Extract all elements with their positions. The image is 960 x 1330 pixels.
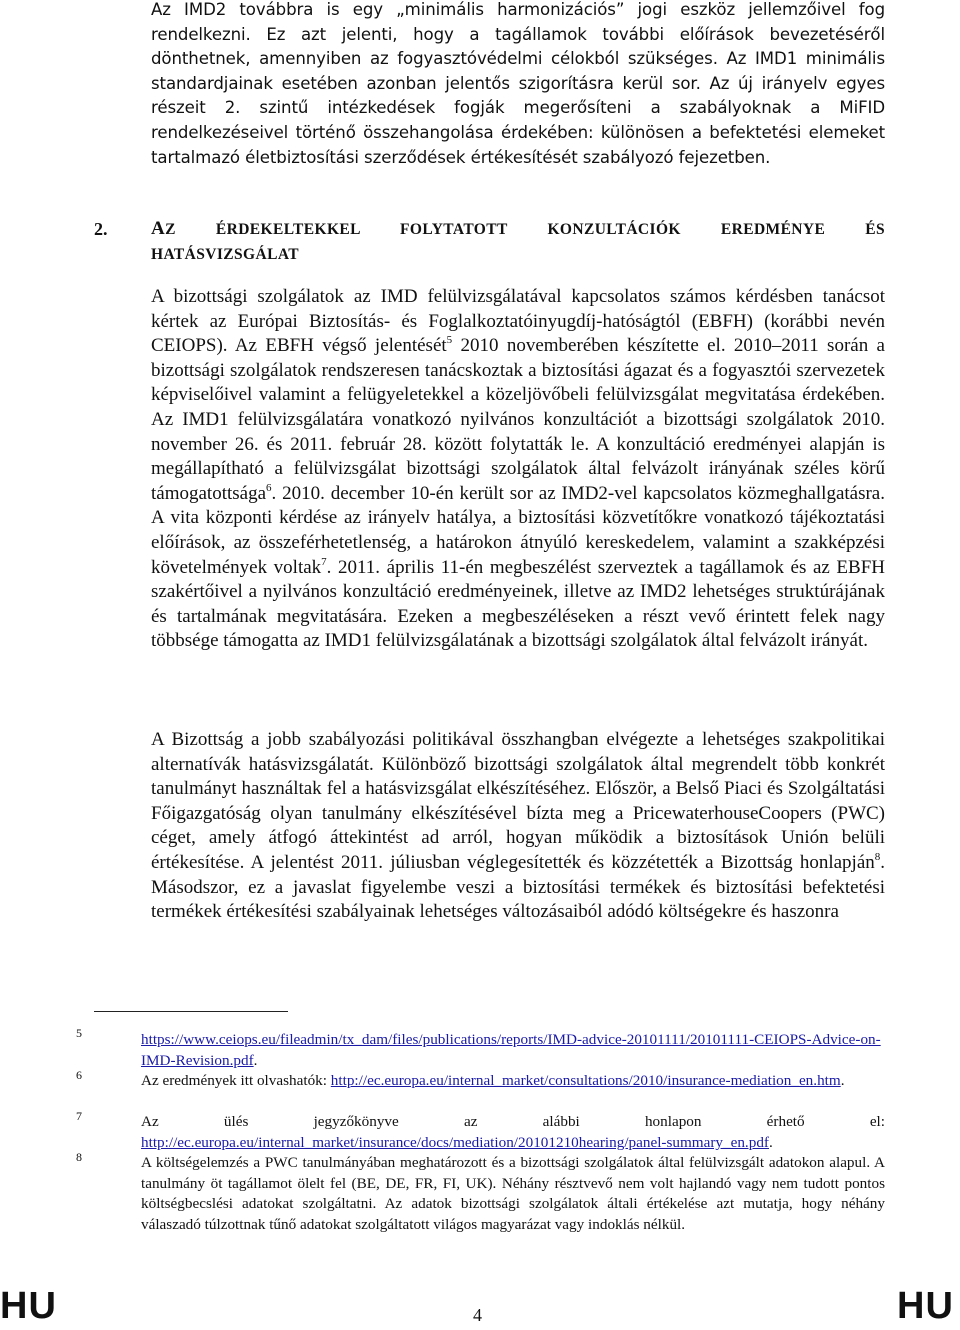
consultation-text-c: . 2010. december 10-én került sor az IMD2-vel kapcsolatos közmeghallgatásra. A vita központi kérdése az irányelv hatálya, a biztosítási közvetítőkre vonatkozó tájékoztatási előírások, az összeférhetetlenség, a határokon átnyúló kereskedelem, valamint a szakképzési követelmények voltak [151, 482, 885, 578]
impact-assessment-paragraph [151, 728, 885, 925]
section-number: 2. [94, 219, 108, 239]
footnote-5 [141, 1030, 885, 1071]
footnote-ref-8[interactable]: 8 [874, 850, 881, 863]
footnote-7 [141, 1133, 885, 1154]
footnote-number-7: 7 [76, 1109, 82, 1123]
section-title [151, 216, 885, 243]
footer-language-left: HU [0, 1285, 57, 1327]
intro-paragraph: Az IMD2 továbbra is egy „minimális harmonizációs” jogi eszköz jellemzőivel fog rendelkezni. Ez azt jelenti, hogy a tagállamok további előírások bevezetéséről dönthetnek, amennyiben az fogyasztóvédelmi célokból szükséges. Az IMD1 minimális standardjainak esetében azonban jelentős szigorításra kerül sor. Az új irányelv egyes részeit 2. szintű intézkedések fogják megerősíteni a szabályoknak a MiFID rendelkezéseivel történő összehangolása érdekében: különösen a befektetési elemeket tartalmazó életbiztosítási szerződések értékesítését szabályozó fejezetben. [151, 0, 885, 167]
impact-text-b: . Másodszor, ez a javaslat figyelembe veszi a biztosítási termékek és biztosítási befektetési termékek értékesítési szabályainak lehetséges változásaiból adódó költségekre és haszonra [151, 851, 885, 923]
footnote-number-5: 5 [76, 1026, 82, 1040]
footnote-6-text: Az eredmények itt olvashatók: [141, 1072, 331, 1089]
page-number: 4 [473, 1305, 482, 1325]
footnote-6-end: . [840, 1072, 845, 1089]
footnote-7-link[interactable]: http://ec.europa.eu/internal_market/insurance/docs/mediation/20101210hearing/panel-summary_en.pdf [141, 1134, 769, 1151]
footnote-number-8: 8 [76, 1150, 82, 1164]
footnote-separator [94, 1011, 288, 1012]
footnote-6 [141, 1071, 885, 1092]
footnote-8: A költségelemzés a PWC tanulmányában meghatározott és a bizottsági szolgálatok által felülvizsgált adatokon alapul. A tanulmány öt tagállamot ölelt fel (BE, DE, FR, FI, UK). Néhány résztvevő nem volt hajlandó vagy nem tudott pontos költségbecslési adatokat szolgáltatni. Az adatok bizottsági szolgálatok általi értékelése azt mutatja, hogy néhány válaszadó túlzottnak tűnő adatokat szolgáltatott világos magyarázat vagy indoklás nélkül. [141, 1154, 885, 1233]
consultation-text-d: . 2011. április 11-én megbeszélést szerveztek a tagállamok és az EBFH szakértőivel a nyilvános konzultáció eredményeinek, illetve az IMD2 lehetséges struktúrájának és tartalmának megvitatására. Ezeken a megbeszéléseken a részt vevő érintett felek nagy többsége támogatta az IMD1 felülvizsgálatának a bizottsági szolgálatok által felvázolt irányát. [151, 556, 885, 652]
consultation-text-a: A bizottsági szolgálatok az IMD felülvizsgálatával kapcsolatos számos kérdésben tanácsot kértek az Európai Biztosítás- és Foglalkoztatóinyugdíj-hatóságtól (EBFH) (korábbi nevén CEIOPS). Az EBFH végső jelentését [151, 286, 885, 357]
section-title-capital: A [151, 218, 166, 239]
footnote-number-6: 6 [76, 1068, 82, 1082]
footnote-5-link[interactable]: https://www.ceiops.eu/fileadmin/tx_dam/files/publications/reports/IMD-advice-20101111/20101111-CEIOPS-Advice-on-IMD-Revision.pdf [141, 1031, 881, 1069]
footnote-ref-7[interactable]: 7 [321, 555, 327, 568]
footer-language-right: HU [897, 1285, 954, 1327]
section-title-line1: Z ÉRDEKELTEKKEL FOLYTATOTT KONZULTÁCIÓK EREDMÉNYE ÉS [165, 221, 885, 238]
footnote-5-end: . [253, 1051, 258, 1069]
footnote-ref-6[interactable]: 6 [266, 481, 272, 494]
footnote-7-text: Az ülés jegyzőkönyve az alábbi honlapon érhető el: [141, 1113, 885, 1130]
section-title-line2: HATÁSVIZSGÁLAT [151, 246, 300, 263]
consultation-paragraph [151, 285, 885, 654]
footnote-ref-5[interactable]: 5 [446, 334, 453, 347]
impact-text-a: A Bizottság a jobb szabályozási politikával összhangban elvégezte a lehetséges szakpolitikai alternatívák hatásvizsgálatát. Különböző bizottsági szolgálatok által megrendelt több konkrét tanulmányt használtak fel a hatásvizsgálat elkészítéséhez. Először, a Belső Piaci és Szolgáltatási Főigazgatóság olyan tanulmány elkészítésével bízta meg a PricewaterhouseCoopers (PWC) céget, amely átfogó áttekintést ad arról, hogyan működik a biztosítások Unión belüli értékesítése. A jelentést 2011. júliusban véglegesítették és közzétették a Bizottság honlapján [151, 729, 885, 873]
footnote-6-link[interactable]: http://ec.europa.eu/internal_market/consultations/2010/insurance-mediation_en.htm [330, 1072, 841, 1089]
footnote-7-end: . [768, 1134, 773, 1151]
consultation-text-b: 2010 novemberében készítette el. 2010–2011 során a bizottsági szolgálatok rendszeresen tanácskoztak a biztosítási ágazat és a fogyasztói szervezetek képviselőivel valamint a felügyeletekkel a közeljövőbeli felülvizsgálat megvitatása érdekében. Az IMD1 felülvizsgálatára vonatkozó nyilvános konzultációt a bizottsági szolgálatok 2010. november 26. és 2011. február 28. között folytatták le. A konzultáció eredményei alapján is megállapítható a felülvizsgálat bizottsági szolgálatok által felvázolt irányának széles körű támogatottsága [151, 335, 885, 504]
